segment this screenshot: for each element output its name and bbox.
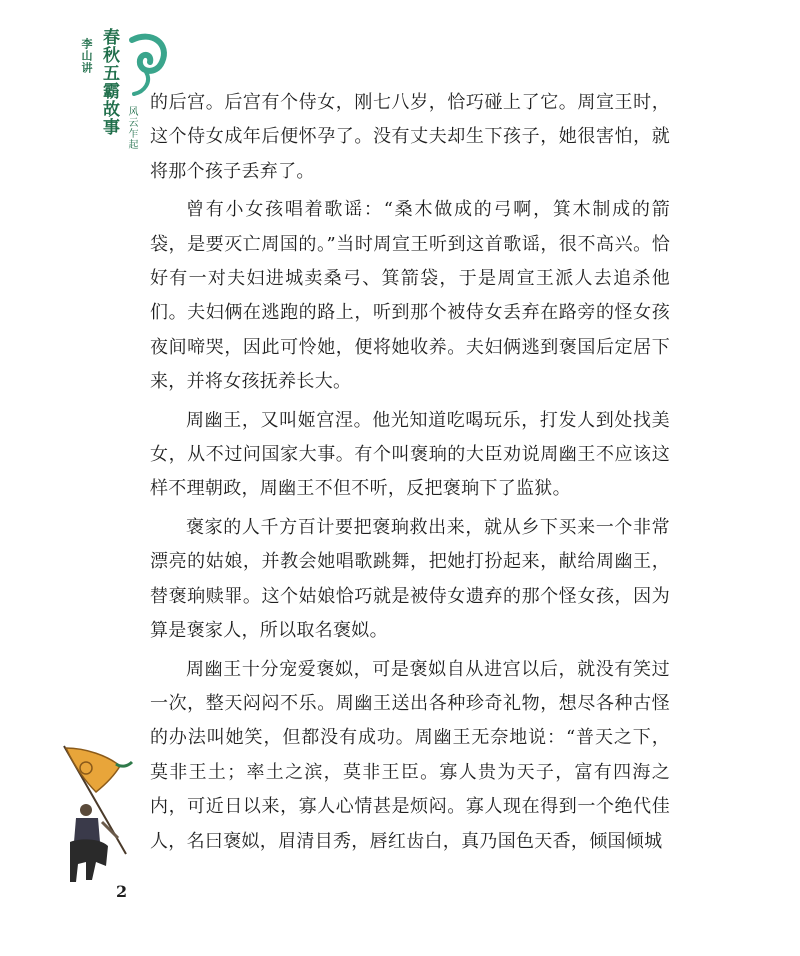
chapter-subtitle: 风云乍起 [126, 106, 137, 150]
knight-banner-illustration [56, 742, 136, 892]
paragraph: 曾有小女孩唱着歌谣：“桑木做成的弓啊，箕木制成的箭袋，是要灭亡周国的。”当时周宣王听到这首歌谣，很不高兴。恰好有一对夫妇进城卖桑弓、箕箭袋，于是周宣王派人去追杀他们。夫妇俩在逃跑的路上，听到那个被侍女丢弃在路旁的怪女孩夜间啼哭，因此可怜她，便将她收养。夫妇俩逃到褒国后定居下来，并将女孩抚养长大。 [150, 199, 670, 393]
page-number: 2 [116, 882, 128, 901]
paragraph: 周幽王，又叫姬宫涅。他光知道吃喝玩乐，打发人到处找美女，从不过问国家大事。有个叫褒珦的大臣劝说周幽王不应该这样不理朝政，周幽王不但不听，反把褒珦下了监狱。 [150, 409, 670, 500]
paragraph: 褒家的人千方百计要把褒珦救出来，就从乡下买来一个非常漂亮的姑娘，并教会她唱歌跳舞，把她打扮起来，献给周幽王，替褒珦赎罪。这个姑娘恰巧就是被侍女遗弃的那个怪女孩，因为算是褒家人，所以取名褒姒。 [150, 516, 670, 642]
author-name: 李山讲 [80, 38, 93, 74]
paragraph: 的后宫。后宫有个侍女，刚七八岁，恰巧碰上了它。周宣王时，这个侍女成年后便怀孕了。没有丈夫却生下孩子，她很害怕，就将那个孩子丢弃了。 [150, 92, 670, 182]
body-text [150, 86, 670, 863]
series-title: 春秋五霸故事 [99, 28, 119, 136]
paragraph: 周幽王十分宠爱褒姒，可是褒姒自从进宫以后，就没有笑过一次，整天闷闷不乐。周幽王送出各种珍奇礼物，想尽各种古怪的办法叫她笑，但都没有成功。周幽王无奈地说：“普天之下，莫非王土；率土之滨，莫非王臣。寡人贵为天子，富有四海之内，可近日以来，寡人心情甚是烦闷。寡人现在得到一个绝代佳人，名曰褒姒，眉清目秀，唇红齿白，真乃国色天香，倾国倾城 [150, 658, 670, 852]
